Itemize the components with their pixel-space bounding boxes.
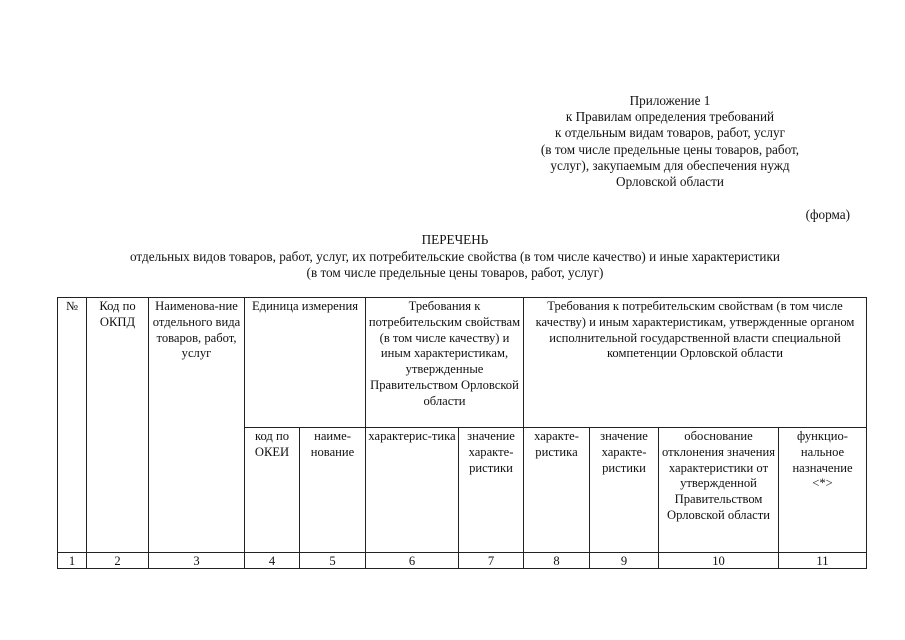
appendix-block (470, 93, 870, 190)
form-note: (форма) (805, 207, 850, 222)
column-number: 11 (779, 553, 867, 569)
subheader-auth-value: значение характе-ристики (590, 428, 659, 553)
title-line: отдельных видов товаров, работ, услуг, их потребительские свойства (в том числе качество) и иные характеристики (130, 248, 780, 264)
header-authority-requirements: Требования к потребительским свойствам (в том числе качеству) и иным характеристикам, утвержденные органом исполнительной государственной власти специальной компетенции Орловской области (524, 298, 867, 428)
column-number: 8 (524, 553, 590, 569)
column-number: 2 (87, 553, 149, 569)
column-number-row (58, 553, 867, 569)
subheader-okei: код по ОКЕИ (245, 428, 300, 553)
subheader-gov-characteristic: характерис-тика (366, 428, 459, 553)
subheader-deviation: обоснование отклонения значения характеристики от утвержденной Правительством Орловской области (659, 428, 779, 553)
subheader-purpose: функцио-нальное назначение <*> (779, 428, 867, 553)
appendix-line: Орловской области (616, 174, 724, 190)
appendix-line: услуг), закупаемым для обеспечения нужд (550, 157, 790, 173)
appendix-line: к Правилам определения требований (565, 109, 775, 125)
column-number: 7 (459, 553, 524, 569)
header-okpd: Код по ОКПД (87, 298, 149, 553)
header-num: № (58, 298, 87, 553)
appendix-line: к отдельным видам товаров, работ, услуг (555, 125, 785, 141)
header-row (58, 298, 867, 428)
header-gov-requirements: Требования к потребительским свойствам (в том числе качеству) и иным характеристикам, утвержденные Правительством Орловской области (366, 298, 524, 428)
header-name: Наименова-ние отдельного вида товаров, работ, услуг (149, 298, 245, 553)
document-title (40, 232, 870, 282)
column-number: 1 (58, 553, 87, 569)
appendix-line: Приложение 1 (629, 93, 711, 108)
column-number: 3 (149, 553, 245, 569)
appendix-line: (в том числе предельные цены товаров, работ, (540, 141, 800, 157)
column-number: 6 (366, 553, 459, 569)
column-number: 10 (659, 553, 779, 569)
title-line: (в том числе предельные цены товаров, работ, услуг) (306, 265, 604, 280)
column-number: 4 (245, 553, 300, 569)
subheader-gov-value: значение характе-ристики (459, 428, 524, 553)
requirements-table (57, 297, 867, 569)
subheader-auth-characteristic: характе-ристика (524, 428, 590, 553)
subheader-unit-name: наиме-нование (300, 428, 366, 553)
title-heading: ПЕРЕЧЕНЬ (421, 232, 489, 247)
column-number: 5 (300, 553, 366, 569)
column-number: 9 (590, 553, 659, 569)
header-unit: Единица измерения (245, 298, 366, 428)
